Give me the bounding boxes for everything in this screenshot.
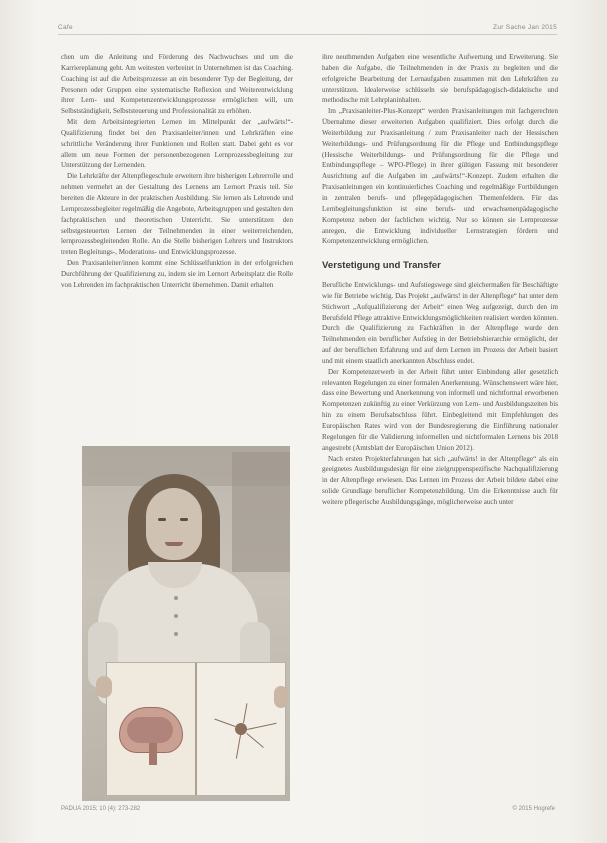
footer-citation: PADUA 2015; 10 (4): 273-282: [61, 806, 141, 812]
brain-stem-illustration: [149, 743, 157, 765]
photo-button: [174, 596, 178, 600]
book-spine: [195, 663, 197, 795]
photo-shelf: [232, 452, 290, 572]
brain-illustration-inner: [127, 717, 173, 743]
body-paragraph: Der Kompetenzerwerb in der Arbeit führt unter Einbindung aller gesetzlich relevanten Regelungen zu einer formalen Anerkennung. Wünschenswert wäre hier, dass eine Bewertung und Anerkennung von informell und nichtformal erworbenen Kompetenzen zukünftig zu einer Verkürzung von Lern- und Ausbildungszeiten bis hin zu einem Berufsabschluss führt. Einbegleitend mit Empfehlungen des Europäischen Rates wird von der Bundesregierung die Einführung nationaler Regelungen für die Validierung informellen und nichtformalen Lernens bis 2018 angestrebt (Amtsblatt der Europäischen Union 2012).: [322, 367, 558, 452]
portrait-photo: [82, 446, 290, 801]
running-header-right: Zur Sache Jan 2015: [493, 24, 557, 31]
photo-eye: [180, 518, 188, 521]
footer-publisher: © 2015 Hogrefe: [512, 806, 555, 812]
body-paragraph: chen um die Anleitung und Förderung des Nachwuchses und um die Karriereplanung geht. Am weitesten verbreitet in Unternehmen ist das Coaching. Coaching ist auf die Arbeitsprozesse an ein besonderer Typ der Begleitung, der Personen oder Gruppen eine systematische Reflexion und Weiterentwicklung ihrer Lern- und Kompetenzentwicklungsprozesse ermöglichen will, um Selbstständigkeit, Selbststeuerung und Professionalität zu erhöhen.: [61, 53, 293, 116]
running-header-left: Cafe: [58, 24, 73, 31]
section-heading: Verstetigung und Transfer: [322, 260, 441, 272]
left-column: [61, 52, 293, 291]
body-paragraph: Im „Praxisanleiter-Plus-Konzept“ werden Praxisanleitungen mit fachgerechten Übernahme dieser erweiterten Aufgaben qualifiziert. Dies erfolgt durch die Weiterbildung zur Praxisanleitung / zum Praxisanleiter nach der Hessischen Weiterbildungs- und Prüfungsordnung für die Pflege und Entbindungspflege (Hessische Weiterbildungs- und Prüfungsordnung für die Pflege und Entbindungspflege – WPO-Pflege) in ihrer gültigen Fassung mit besonderer Ausrichtung auf die Aufgaben im „aufwärts!“-Konzept. Zudem erhalten die Praxisanleitungen ein kontinuierliches Coaching und regelmäßige Fortbildungen in zentralen berufs- und pflegepädagogischen Themenfeldern. Für das Lernbegleitungsfunktion ist eine berufs- und erwachsenenpädagogische Kompetenz neben der fachlichen wichtig. Nur so können sie Lernprozesse anregen, die Entwicklung individueller Lernstrategien fördern und Kompetenzentwicklung ermöglichen.: [322, 107, 558, 246]
body-paragraph: Mit dem Arbeitsintegrierten Lernen im Mittelpunkt der „aufwärts!“-Qualifizierung findet bei den Praxisanleiter/innen und Lehrkräften eine schrittliche Veränderung ihrer Funktionen und Rollen statt. Dabei geht es vor allem um neue Formen der personenbezogenen Lernprozessbegleitung zur Unterstützung der Lernenden.: [61, 118, 293, 170]
photo-mouth: [165, 542, 183, 546]
header-divider: [58, 34, 557, 35]
photo-button: [174, 632, 178, 636]
body-paragraph: ihre neuthmenden Aufgaben eine wesentliche Aufwertung und Erweiterung. Sie haben die Aufgabe, die Teilnehmenden in der Praxis zu begleiten und die erfolgreiche Bearbeitung der Lernaufgaben zusammen mit den Lehrkräften zu unterstützen. Idealerweise schlüsseln sie berufspädagogisch-didaktische und methodische mit Lehrplaninhalten.: [322, 53, 558, 105]
photo-face: [146, 488, 202, 560]
body-paragraph: Die Lehrkräfte der Altenpflegeschule erweitern ihre bisherigen Lehrerrolle und nehmen vermehrt an der Gestaltung des Lernens am Lernort Praxis teil. Sie bereiten die Akteure in der praktischen Ausbildung. Sie lernen als Lehrende und Lernprozessbegleiter regelmäßig die Angebote, Arbeitsgruppen und gestalten den fachpraktischen und theoretischen Unterricht. Sie unterstützen den selbstgesteuerten Lernen der Teilnehmenden in einer weiterreichenden, lernprozessbegleitenden Rolle. An die Stelle bisherigen Lehrers und Instruktors treten Begleitungs-, Moderations- und Entwicklungsprozesse.: [61, 172, 293, 257]
photo-hand: [274, 686, 288, 708]
body-paragraph: Berufliche Entwicklungs- und Aufstiegswege sind gleichermaßen für Beschäftigte wie für Betriebe wichtig. Das Projekt „aufwärts! in der Altenpflege“ hat unter dem Stichwort „Aufqualifizierung der Arbeit“ einen Weg aufgezeigt, durch den im Berufsfeld Pflege attraktive Entwicklungsmöglichkeiten realisiert werden könnten. Durch die Qualifizierung zu Fachkräften in der Altenpflege wurde den Teilnehmenden ein beruflicher Aufstieg in der Betriebshierarchie ermöglicht, der auf der beruflichen Erfahrung und auf dem Lernen im Prozess der Arbeit basiert und mit einem staatlich anerkannten Abschluss endet.: [322, 281, 558, 365]
photo-eye: [158, 518, 166, 521]
body-paragraph: Nach ersten Projekterfahrungen hat sich „aufwärts! in der Altenpflege“ als ein geeignetes Ausbildungsdesign für eine zielgruppenspezifische Nachqualifizierung in der Altenpflege erwiesen. Das Lernen im Prozess der Arbeit bildete dabei eine solide Grundlage beruflicher Kompetenzbildung. Um die Erkenntnisse auch für weitere pflegerische Ausbildungsgänge, möglicherweise auch unter: [322, 454, 558, 506]
body-paragraph: Den Praxisanleiter/innen kommt eine Schlüsselfunktion in der erfolgreichen Durchführung der Qualifizierung zu, indem sie im Lernort Arbeitsplatz die Rolle von Lehrenden im fachpraktischen Unterricht übernehmen. Damit erhalten: [61, 259, 293, 289]
photo-hand: [96, 676, 112, 698]
anatomy-book: [106, 662, 286, 796]
photo-button: [174, 614, 178, 618]
right-column: [322, 52, 558, 508]
